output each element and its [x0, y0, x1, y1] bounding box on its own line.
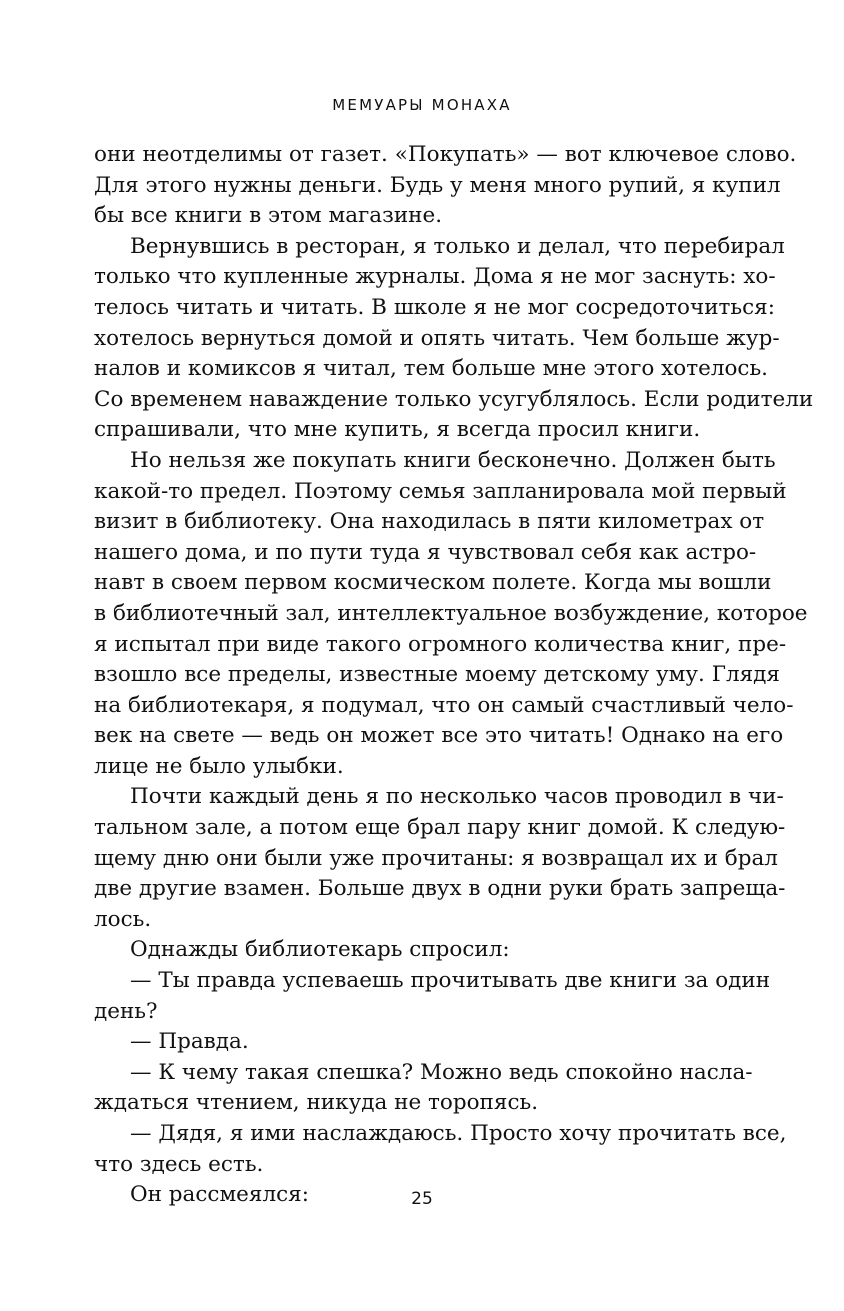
text-line: что здесь есть.: [94, 1151, 264, 1177]
text-line: Но нельзя же покупать книги бесконечно. Должен быть: [130, 447, 776, 473]
text-line: налов и комиксов я читал, тем больше мне этого хотелось.: [94, 356, 769, 382]
text-line: Однажды библиотекарь спросил:: [130, 937, 510, 963]
text-line: бы все книги в этом магазине.: [94, 203, 443, 229]
text-line: Для этого нужны деньги. Будь у меня много рупий, я купил: [94, 172, 781, 198]
text-line: Он рассмеялся:: [130, 1182, 309, 1208]
text-line: я испытал при виде такого огромного количества книг, пре-: [94, 631, 787, 657]
text-line: век на свете — ведь он может все это читать! Однако на его: [94, 723, 784, 749]
text-line: ждаться чтением, никуда не торопясь.: [94, 1090, 539, 1116]
text-line: — К чему такая спешка? Можно ведь спокойно насла-: [130, 1059, 753, 1085]
body-text: [94, 140, 814, 1211]
page-number: 25: [411, 1189, 433, 1209]
text-line: навт в своем первом космическом полете. Когда мы вошли: [94, 570, 772, 596]
text-line: две другие взамен. Больше двух в одни руки брать запреща-: [94, 876, 786, 902]
text-line: лось.: [94, 906, 152, 932]
text-line: лице не было улыбки.: [94, 753, 344, 779]
text-line: Со временем наваждение только усугублялось. Если родители: [94, 386, 814, 412]
running-head: МЕМУАРЫ МОНАХА: [332, 96, 512, 114]
text-line: визит в библиотеку. Она находилась в пяти километрах от: [94, 509, 765, 535]
text-line: — Дядя, я ими наслаждаюсь. Просто хочу прочитать все,: [130, 1121, 787, 1146]
text-line: нашего дома, и по пути туда я чувствовал себя как астро-: [94, 539, 757, 565]
text-line: в библиотечный зал, интеллектуальное возбуждение, которое: [94, 600, 808, 626]
text-line: тальном зале, а потом еще брал пару книг домой. К следую-: [94, 815, 786, 841]
text-line: Почти каждый день я по несколько часов проводил в чи-: [130, 784, 784, 810]
text-line: Вернувшись в ресторан, я только и делал, что перебирал: [130, 233, 785, 259]
text-line: телось читать и читать. В школе я не мог сосредоточиться:: [94, 294, 775, 320]
text-line: щему дню они были уже прочитаны: я возвращал их и брал: [94, 845, 778, 871]
text-line: только что купленные журналы. Дома я не мог заснуть: хо-: [94, 264, 776, 290]
text-line: хотелось вернуться домой и опять читать. Чем больше жур-: [94, 325, 780, 351]
text-line: на библиотекаря, я подумал, что он самый счастливый чело-: [94, 692, 794, 718]
text-line: взошло все пределы, известные моему детскому уму. Глядя: [94, 662, 780, 688]
text-line: — Правда.: [130, 1029, 249, 1055]
text-line: день?: [94, 998, 158, 1024]
text-line: спрашивали, что мне купить, я всегда просил книги.: [94, 417, 701, 443]
text-line: — Ты правда успеваешь прочитывать две книги за один: [130, 968, 771, 994]
text-line: какой-то предел. Поэтому семья запланировала мой первый: [94, 478, 787, 504]
text-line: они неотделимы от газет. «Покупать» — вот ключевое слово.: [94, 142, 797, 167]
